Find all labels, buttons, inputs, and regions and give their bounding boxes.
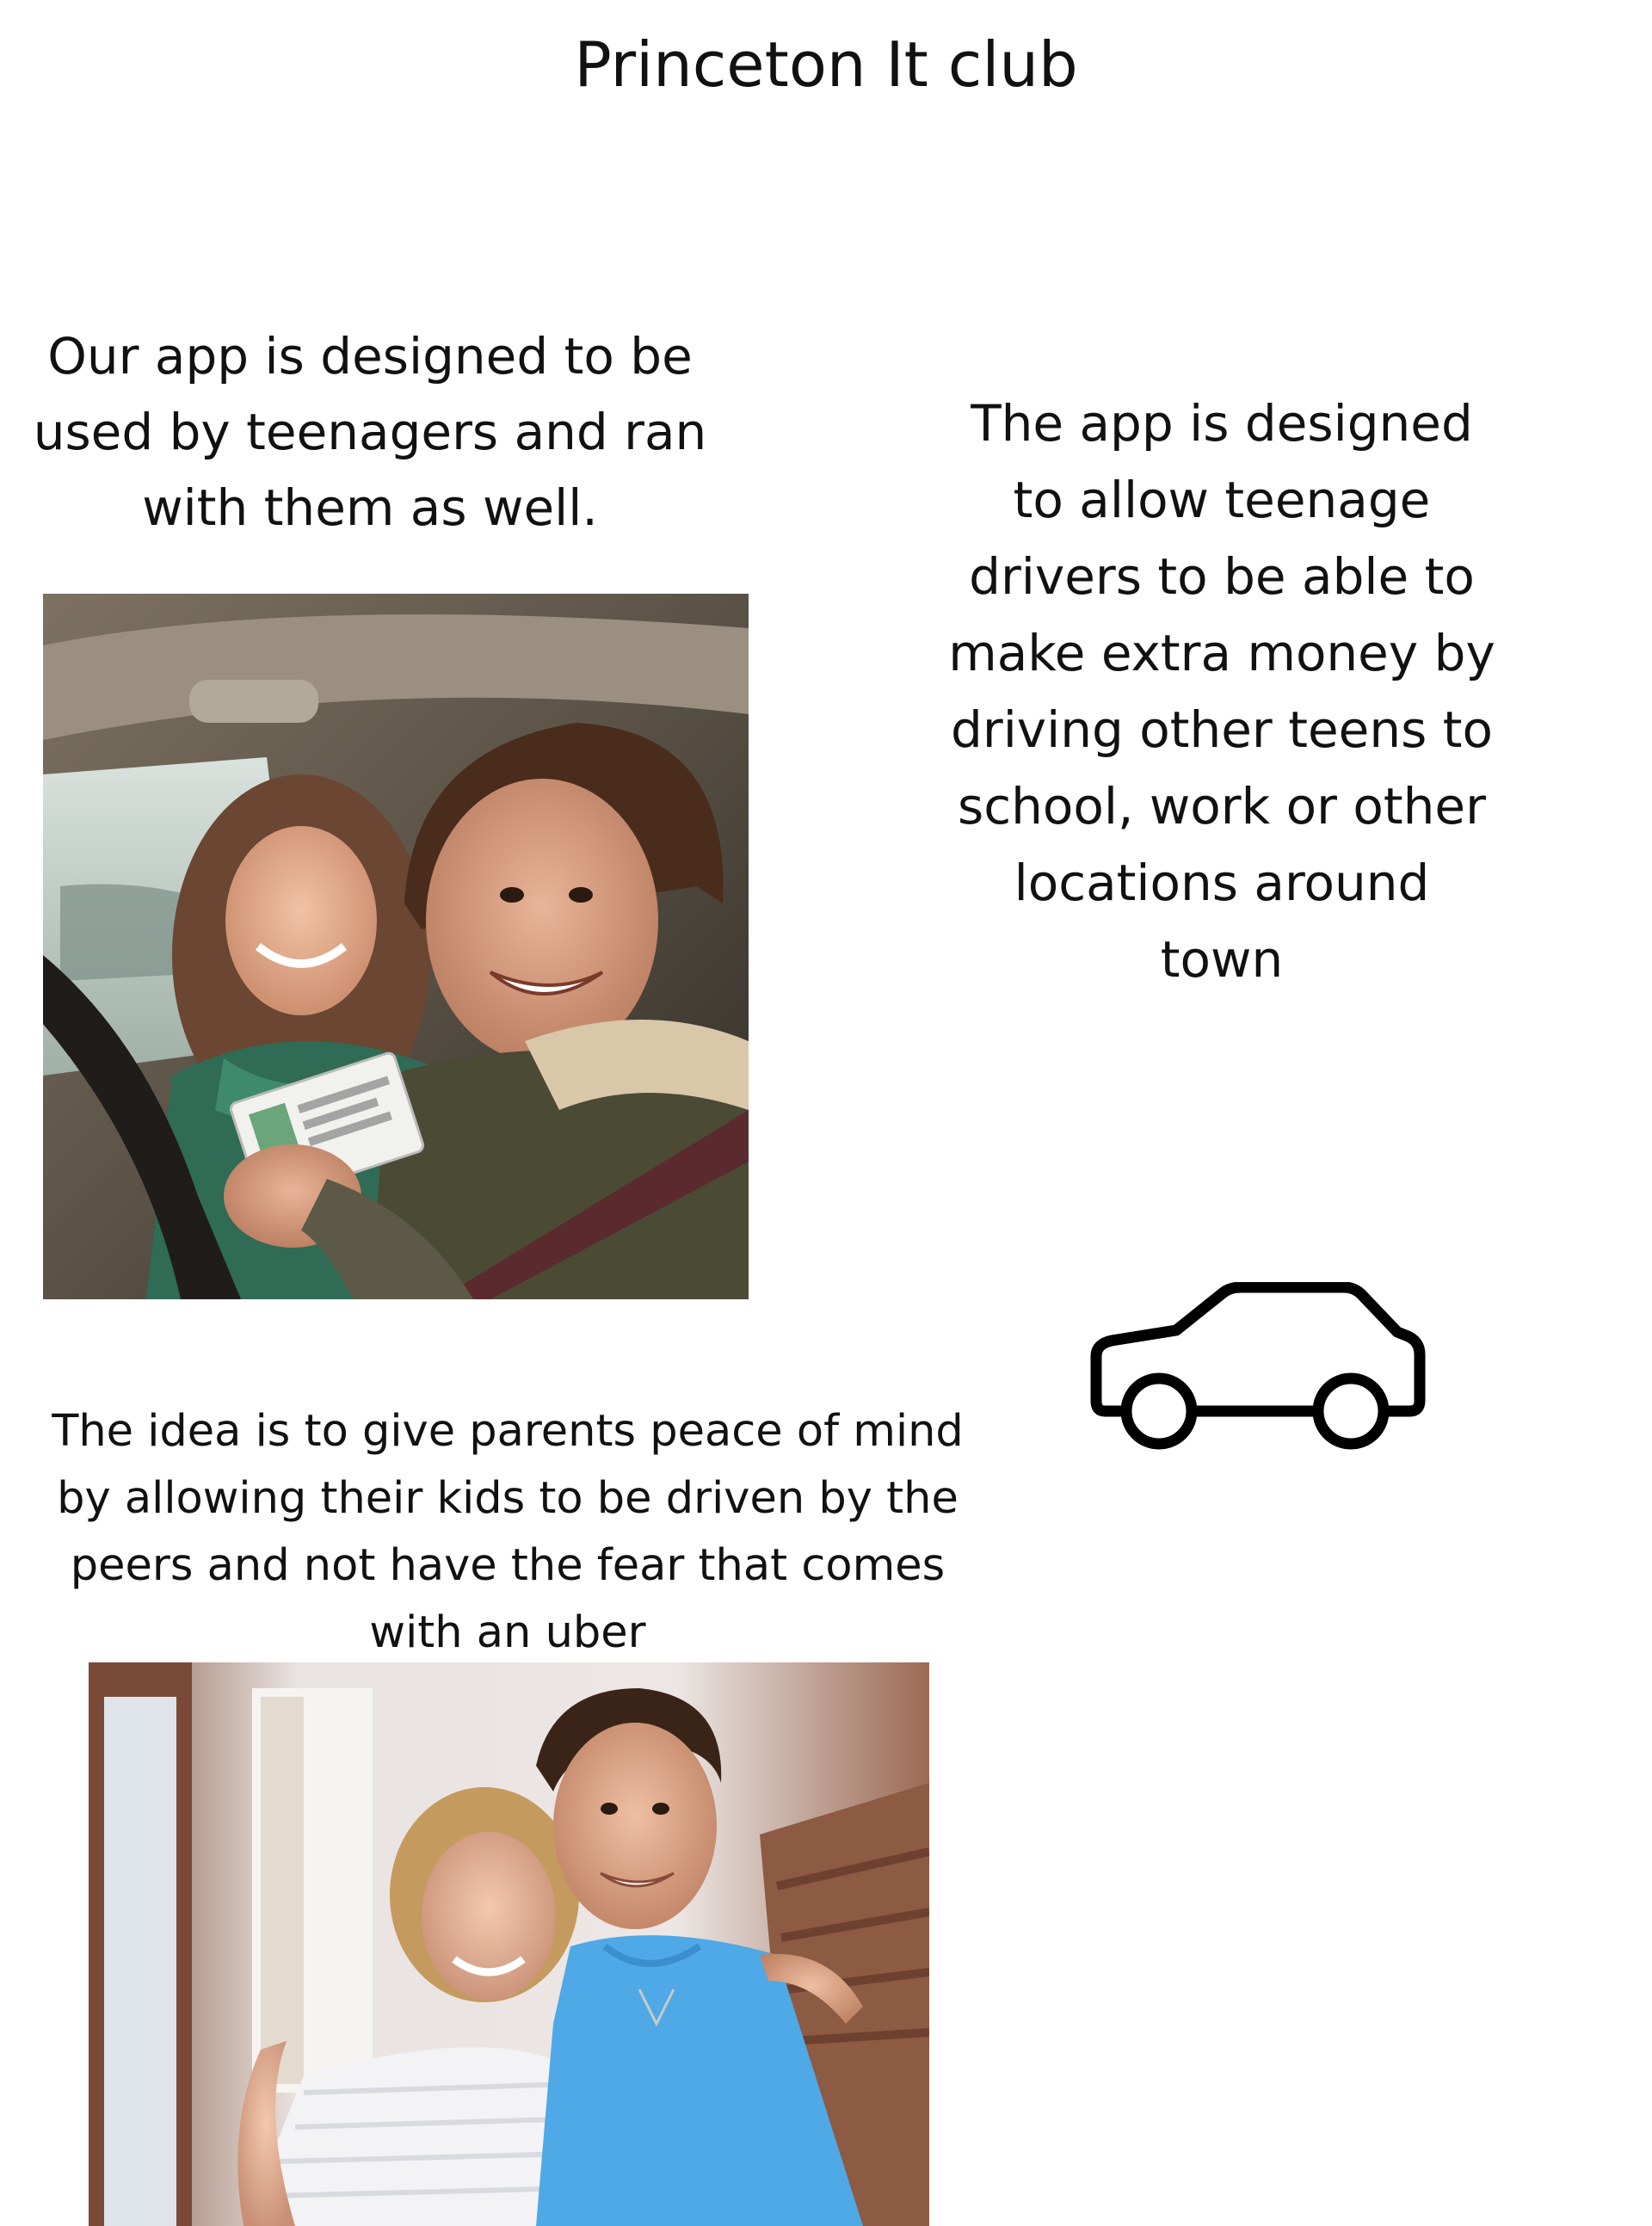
intro-line: with them as well. [142, 478, 598, 537]
purpose-line: to allow teenage [1013, 471, 1431, 529]
purpose-text [912, 385, 1532, 998]
purpose-line: locations around [1014, 854, 1430, 912]
purpose-line: drivers to be able to [969, 547, 1475, 606]
purpose-line: make extra money by [948, 624, 1495, 682]
page-title: Princeton It club [574, 28, 1078, 101]
intro-line: Our app is designed to be [47, 327, 693, 385]
idea-text [0, 1398, 1015, 1667]
purpose-line: The app is designed [971, 394, 1473, 453]
intro-text [0, 318, 740, 546]
idea-line: The idea is to give parents peace of mind [52, 1406, 964, 1457]
idea-line: with an uber [369, 1607, 646, 1658]
idea-line: by allowing their kids to be driven by the [57, 1473, 959, 1524]
mother-son-photo [89, 1662, 929, 2226]
purpose-line: driving other teens to [951, 700, 1493, 759]
teen-driver-photo [43, 594, 749, 1299]
purpose-line: town [1160, 930, 1284, 989]
purpose-line: school, work or other [958, 777, 1486, 836]
car-icon [1086, 1282, 1430, 1454]
intro-line: used by teenagers and ran [33, 403, 707, 461]
idea-line: peers and not have the fear that comes [70, 1540, 946, 1591]
